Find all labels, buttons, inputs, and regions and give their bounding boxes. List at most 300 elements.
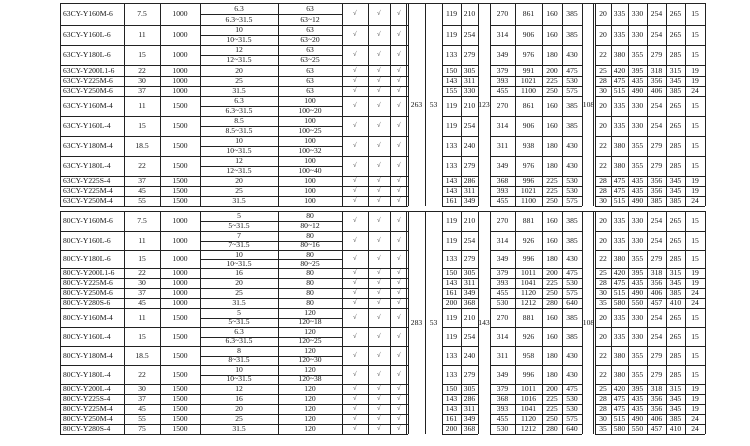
dim-e4: 356 <box>650 278 663 287</box>
speed-rpm: 1500 <box>172 384 188 393</box>
dim-e3: 355 <box>631 350 644 360</box>
group-dim-a: 263 <box>410 99 423 109</box>
dim-c4: 475 <box>566 268 578 277</box>
dim-e6: 19 <box>691 404 699 413</box>
dim-h2: 210 <box>463 312 476 322</box>
column-rule <box>442 211 443 434</box>
pressure-nominal: 100 <box>304 116 316 125</box>
dim-e5: 285 <box>669 141 682 150</box>
dim-e2: 335 <box>613 9 626 18</box>
check-mark-icon: √ <box>353 370 357 378</box>
dim-c2: 976 <box>522 161 535 170</box>
pressure-nominal: 120 <box>304 424 316 433</box>
pressure-nominal: 120 <box>304 404 316 413</box>
dim-c2: 996 <box>522 176 535 185</box>
row-rule <box>442 45 478 46</box>
dim-h2: 305 <box>463 65 476 75</box>
speed-rpm: 1000 <box>172 268 188 277</box>
dim-e3: 435 <box>631 186 644 195</box>
flow-nominal: 16 <box>235 268 243 277</box>
split-rule <box>200 221 342 222</box>
dim-e3: 490 <box>631 86 644 95</box>
dim-e4: 254 <box>650 331 663 341</box>
flow-nominal: 20 <box>235 404 243 413</box>
pressure-nominal: 120 <box>304 394 316 403</box>
power-kw: 15 <box>138 254 146 263</box>
dim-e6: 15 <box>691 350 699 360</box>
flow-nominal: 31.5 <box>232 424 246 433</box>
flow-range: 5~31.5 <box>228 317 250 327</box>
column-rule <box>408 3 409 206</box>
dim-e5: 285 <box>669 369 682 379</box>
check-mark-icon: √ <box>353 395 357 402</box>
dim-c3: 160 <box>546 9 558 18</box>
column-rule <box>478 3 479 206</box>
double-rule <box>406 3 407 206</box>
row-rule <box>490 250 582 251</box>
dim-e6: 15 <box>691 101 699 110</box>
column-rule <box>666 3 667 206</box>
model-name: 63CY-Y160M-6 <box>63 9 113 18</box>
power-kw: 30 <box>138 76 146 85</box>
dim-c2: 926 <box>522 235 535 245</box>
dim-c3: 160 <box>546 30 558 39</box>
dim-c3: 280 <box>546 424 558 433</box>
dim-c2: 906 <box>522 30 535 39</box>
column-rule <box>685 3 686 206</box>
check-mark-icon: √ <box>377 269 381 276</box>
dim-c1: 349 <box>496 50 509 59</box>
column-rule <box>60 211 61 434</box>
model-name: 80CY-Y250M-4 <box>63 414 113 423</box>
dim-e5: 265 <box>669 235 682 245</box>
pressure-nominal: 100 <box>304 186 316 195</box>
dim-e4: 457 <box>650 424 663 433</box>
dim-e4: 254 <box>650 9 663 18</box>
dim-e1: 22 <box>599 369 607 379</box>
dim-e2: 380 <box>613 50 626 59</box>
dim-e3: 330 <box>631 216 644 225</box>
column-rule <box>278 3 279 206</box>
dim-e6: 15 <box>691 9 699 18</box>
pressure-range: 100~25 <box>298 126 322 135</box>
dim-e5: 315 <box>669 268 682 277</box>
flow-nominal: 31.5 <box>232 298 246 307</box>
pressure-nominal: 100 <box>304 156 316 165</box>
flow-nominal: 31.5 <box>232 196 246 205</box>
dim-e2: 335 <box>613 216 626 225</box>
check-mark-icon: √ <box>397 197 401 204</box>
dim-h2: 311 <box>463 186 476 195</box>
dim-h1: 161 <box>445 288 458 297</box>
flow-nominal: 6.3 <box>234 3 244 13</box>
check-mark-icon: √ <box>397 313 401 321</box>
dim-c2: 881 <box>522 312 535 322</box>
dim-e4: 356 <box>650 394 663 403</box>
dim-e5: 345 <box>669 278 682 287</box>
model-name: 63CY-Y250M-4 <box>63 196 113 205</box>
dim-c2: 926 <box>522 331 535 341</box>
column-rule <box>124 3 125 206</box>
flow-nominal: 10 <box>235 25 243 34</box>
dim-e4: 254 <box>650 30 663 39</box>
dim-h1: 119 <box>445 235 458 245</box>
group-dim-b: 53 <box>429 99 438 109</box>
dim-e3: 355 <box>631 141 644 150</box>
split-rule <box>200 106 342 107</box>
speed-rpm: 1000 <box>172 76 188 85</box>
dim-c1: 455 <box>496 196 509 205</box>
check-mark-icon: √ <box>353 385 357 392</box>
check-mark-icon: √ <box>353 425 357 432</box>
dim-h1: 200 <box>445 298 458 307</box>
power-kw: 22 <box>138 161 146 170</box>
dim-e2: 515 <box>613 196 626 205</box>
dim-e6: 19 <box>691 384 699 393</box>
dim-h2: 279 <box>463 50 476 59</box>
dim-e1: 20 <box>599 121 607 130</box>
dim-e4: 279 <box>650 161 663 170</box>
row-rule <box>442 116 478 117</box>
dim-e6: 15 <box>691 254 699 263</box>
dim-h1: 133 <box>445 50 458 59</box>
dim-e5: 265 <box>669 9 682 18</box>
dim-h1: 133 <box>445 254 458 263</box>
dim-e2: 420 <box>613 65 626 75</box>
check-mark-icon: √ <box>397 102 401 109</box>
flow-range: 6.3~31.5 <box>225 14 253 24</box>
dim-e2: 580 <box>613 424 626 433</box>
pressure-range: 100~40 <box>298 166 322 175</box>
dim-c3: 225 <box>546 404 558 413</box>
dim-h1: 133 <box>445 161 458 170</box>
check-mark-icon: √ <box>397 122 401 129</box>
column-rule <box>342 3 343 206</box>
dim-c2: 996 <box>522 369 535 379</box>
speed-rpm: 1500 <box>172 121 188 130</box>
dim-e4: 254 <box>650 216 663 225</box>
flow-nominal: 20 <box>235 65 243 75</box>
dim-h1: 119 <box>445 121 458 130</box>
check-mark-icon: √ <box>397 87 401 94</box>
row-rule <box>442 96 478 97</box>
dim-c4: 640 <box>566 298 578 307</box>
dim-c2: 991 <box>522 65 535 75</box>
pressure-nominal: 63 <box>306 25 314 34</box>
check-mark-icon: √ <box>377 162 381 169</box>
power-kw: 37 <box>138 288 146 297</box>
dim-e6: 15 <box>691 141 699 150</box>
dim-e3: 330 <box>631 9 644 18</box>
row-rule <box>490 365 582 366</box>
column-rule <box>390 3 391 206</box>
group-dim-d: 108 <box>582 99 595 109</box>
dim-c1: 314 <box>496 331 509 341</box>
dim-h1: 143 <box>445 186 458 195</box>
check-mark-icon: √ <box>377 236 381 244</box>
row-rule <box>490 116 582 117</box>
dim-e1: 22 <box>599 161 607 170</box>
dim-c4: 575 <box>566 288 578 297</box>
dim-c1: 393 <box>496 278 509 287</box>
check-mark-icon: √ <box>353 102 357 109</box>
flow-nominal: 6.3 <box>234 96 244 105</box>
dim-c3: 250 <box>546 288 558 297</box>
dim-e2: 515 <box>613 414 626 423</box>
speed-rpm: 1000 <box>172 278 188 287</box>
dim-c1: 270 <box>496 312 509 322</box>
check-mark-icon: √ <box>377 217 381 224</box>
dim-e2: 475 <box>613 176 626 185</box>
row-rule <box>60 434 408 435</box>
power-kw: 75 <box>138 424 146 433</box>
dim-c2: 1100 <box>521 196 536 205</box>
dim-c3: 180 <box>546 50 558 59</box>
dim-c1: 393 <box>496 404 509 413</box>
dim-e5: 265 <box>669 121 682 130</box>
dim-c3: 280 <box>546 298 558 307</box>
dim-c2: 1011 <box>521 384 536 393</box>
dim-e4: 457 <box>650 298 663 307</box>
column-rule <box>542 3 543 206</box>
dim-e1: 20 <box>599 101 607 110</box>
check-mark-icon: √ <box>377 142 381 149</box>
check-mark-icon: √ <box>397 10 401 17</box>
flow-nominal: 25 <box>235 288 243 297</box>
group-dim-d: 108 <box>582 317 595 327</box>
dim-c2: 1041 <box>520 404 537 413</box>
column-rule <box>562 211 563 434</box>
dim-c2: 906 <box>522 121 535 130</box>
check-mark-icon: √ <box>353 269 357 276</box>
flow-nominal: 12 <box>235 45 243 54</box>
dim-h1: 150 <box>445 384 458 393</box>
column-rule <box>124 211 125 434</box>
row-rule <box>490 231 582 232</box>
model-name: 80CY-Y160L-4 <box>63 331 111 341</box>
dim-c2: 1016 <box>520 394 537 403</box>
dim-h1: 119 <box>445 312 458 322</box>
split-rule <box>200 356 342 357</box>
dim-c2: 861 <box>522 9 535 18</box>
power-kw: 30 <box>138 278 146 287</box>
check-mark-icon: √ <box>377 197 381 204</box>
dim-c1: 314 <box>496 30 509 39</box>
dim-e4: 254 <box>650 121 663 130</box>
split-rule <box>200 146 342 147</box>
dim-c4: 530 <box>566 76 578 85</box>
check-mark-icon: √ <box>397 370 401 378</box>
check-mark-icon: √ <box>353 66 357 74</box>
row-rule <box>442 250 478 251</box>
model-name: 63CY-Y160L-6 <box>63 30 111 39</box>
power-kw: 7.5 <box>137 216 147 225</box>
model-name: 80CY-Y250M-6 <box>63 288 113 297</box>
dim-e4: 279 <box>650 254 663 263</box>
check-mark-icon: √ <box>353 255 357 262</box>
speed-rpm: 1000 <box>172 9 188 18</box>
dim-e2: 335 <box>613 30 626 39</box>
dim-e5: 265 <box>669 216 682 225</box>
check-mark-icon: √ <box>353 415 357 422</box>
check-mark-icon: √ <box>397 332 401 340</box>
model-name: 63CY-Y160L-4 <box>63 121 111 130</box>
dim-e5: 315 <box>669 384 682 393</box>
dim-e4: 406 <box>650 288 663 297</box>
model-name: 63CY-Y225S-4 <box>63 176 111 185</box>
column-rule <box>478 211 479 434</box>
dim-e3: 330 <box>631 101 644 110</box>
power-kw: 11 <box>138 30 146 39</box>
dim-c1: 379 <box>496 384 509 393</box>
split-rule <box>200 14 342 15</box>
dim-e6: 19 <box>691 176 699 185</box>
check-mark-icon: √ <box>377 279 381 286</box>
model-name: 63CY-Y200L1-6 <box>63 65 115 75</box>
dim-c3: 160 <box>546 121 558 130</box>
dim-e5: 285 <box>669 350 682 360</box>
check-mark-icon: √ <box>397 279 401 286</box>
dim-c3: 200 <box>546 65 558 75</box>
dim-h2: 254 <box>463 30 476 39</box>
flow-nominal: 25 <box>235 186 243 195</box>
power-kw: 15 <box>138 121 146 130</box>
dim-h1: 133 <box>445 369 458 379</box>
dim-e5: 285 <box>669 161 682 170</box>
dim-e4: 406 <box>650 86 663 95</box>
model-name: 80CY-Y180L-4 <box>63 369 111 379</box>
model-name: 63CY-Y250M-6 <box>63 86 113 95</box>
dim-e5: 410 <box>669 298 682 307</box>
dim-c2: 1011 <box>521 268 536 277</box>
dim-e4: 318 <box>650 65 663 75</box>
speed-rpm: 1500 <box>172 404 188 413</box>
flow-nominal: 20 <box>235 278 243 287</box>
row-rule <box>442 231 478 232</box>
split-rule <box>200 375 342 376</box>
column-rule <box>461 211 462 434</box>
dim-h1: 143 <box>445 278 458 287</box>
row-rule <box>442 206 478 207</box>
dim-c2: 861 <box>522 101 535 110</box>
dim-e2: 380 <box>613 254 626 263</box>
dim-e3: 435 <box>631 278 644 287</box>
dim-e4: 254 <box>650 312 663 322</box>
check-mark-icon: √ <box>397 405 401 412</box>
dim-c2: 1120 <box>521 288 536 297</box>
column-rule <box>160 3 161 206</box>
dim-e5: 345 <box>669 176 682 185</box>
power-kw: 45 <box>138 186 146 195</box>
pressure-nominal: 80 <box>306 288 314 297</box>
pressure-nominal: 80 <box>306 298 314 307</box>
dim-e5: 385 <box>669 86 682 95</box>
check-mark-icon: √ <box>353 197 357 204</box>
dim-c2: 996 <box>522 254 535 263</box>
dim-c1: 270 <box>496 216 509 225</box>
speed-rpm: 1500 <box>172 196 188 205</box>
dim-c3: 180 <box>546 369 558 379</box>
model-name: 80CY-Y160M-4 <box>63 312 113 322</box>
power-kw: 22 <box>138 65 146 75</box>
flow-range: 6.3~31.5 <box>225 106 253 115</box>
dim-c1: 314 <box>496 121 509 130</box>
dim-e2: 515 <box>613 86 626 95</box>
dim-h1: 119 <box>445 9 458 18</box>
pressure-range: 120~38 <box>298 374 322 384</box>
dim-c3: 160 <box>546 235 558 245</box>
dim-h2: 254 <box>463 235 476 245</box>
dim-e1: 28 <box>599 278 607 287</box>
flow-nominal: 25 <box>235 414 243 423</box>
dim-c2: 1041 <box>520 278 537 287</box>
dim-c1: 455 <box>496 86 509 95</box>
pressure-range: 63~25 <box>300 55 320 64</box>
flow-nominal: 12 <box>235 384 243 393</box>
dim-c3: 250 <box>546 414 558 423</box>
dim-c1: 349 <box>496 254 509 263</box>
dim-e6: 15 <box>691 50 699 59</box>
dim-e6: 19 <box>691 268 699 277</box>
column-rule <box>685 211 686 434</box>
pressure-range: 80~25 <box>300 258 320 268</box>
dim-c3: 225 <box>546 394 558 403</box>
dim-e1: 22 <box>599 350 607 360</box>
model-name: 63CY-Y180L-6 <box>63 50 111 59</box>
row-rule <box>595 206 705 207</box>
dim-e1: 20 <box>599 235 607 245</box>
row-rule <box>442 434 478 435</box>
flow-nominal: 10 <box>235 136 243 145</box>
check-mark-icon: √ <box>353 31 357 38</box>
dim-c4: 385 <box>566 216 578 225</box>
column-rule <box>582 3 583 206</box>
dim-e5: 345 <box>669 404 682 413</box>
dim-h1: 143 <box>445 76 458 85</box>
model-name: 80CY-Y280S-6 <box>63 298 111 307</box>
dim-e3: 490 <box>631 414 644 423</box>
check-mark-icon: √ <box>397 395 401 402</box>
row-rule <box>490 346 582 347</box>
dim-e4: 254 <box>650 101 663 110</box>
check-mark-icon: √ <box>377 415 381 422</box>
check-mark-icon: √ <box>397 142 401 149</box>
dim-h1: 133 <box>445 350 458 360</box>
speed-rpm: 1500 <box>172 350 188 360</box>
row-rule <box>490 96 582 97</box>
dim-e1: 28 <box>599 176 607 185</box>
dim-c4: 385 <box>566 9 578 18</box>
dim-e4: 279 <box>650 350 663 360</box>
power-kw: 15 <box>138 50 146 59</box>
power-kw: 15 <box>138 331 146 341</box>
column-rule <box>582 211 583 434</box>
speed-rpm: 1500 <box>172 331 188 341</box>
group-dim-a: 283 <box>410 317 423 327</box>
dim-c1: 349 <box>496 369 509 379</box>
dim-e2: 380 <box>613 161 626 170</box>
dim-c4: 575 <box>566 196 578 205</box>
dim-h2: 349 <box>463 414 476 423</box>
dim-c3: 225 <box>546 186 558 195</box>
flow-nominal: 6.3 <box>234 326 244 336</box>
dim-c1: 379 <box>496 268 509 277</box>
check-mark-icon: √ <box>353 279 357 286</box>
speed-rpm: 1500 <box>172 176 188 185</box>
pressure-range: 63~12 <box>300 14 320 24</box>
flow-nominal: 8 <box>237 345 241 355</box>
check-mark-icon: √ <box>377 66 381 74</box>
